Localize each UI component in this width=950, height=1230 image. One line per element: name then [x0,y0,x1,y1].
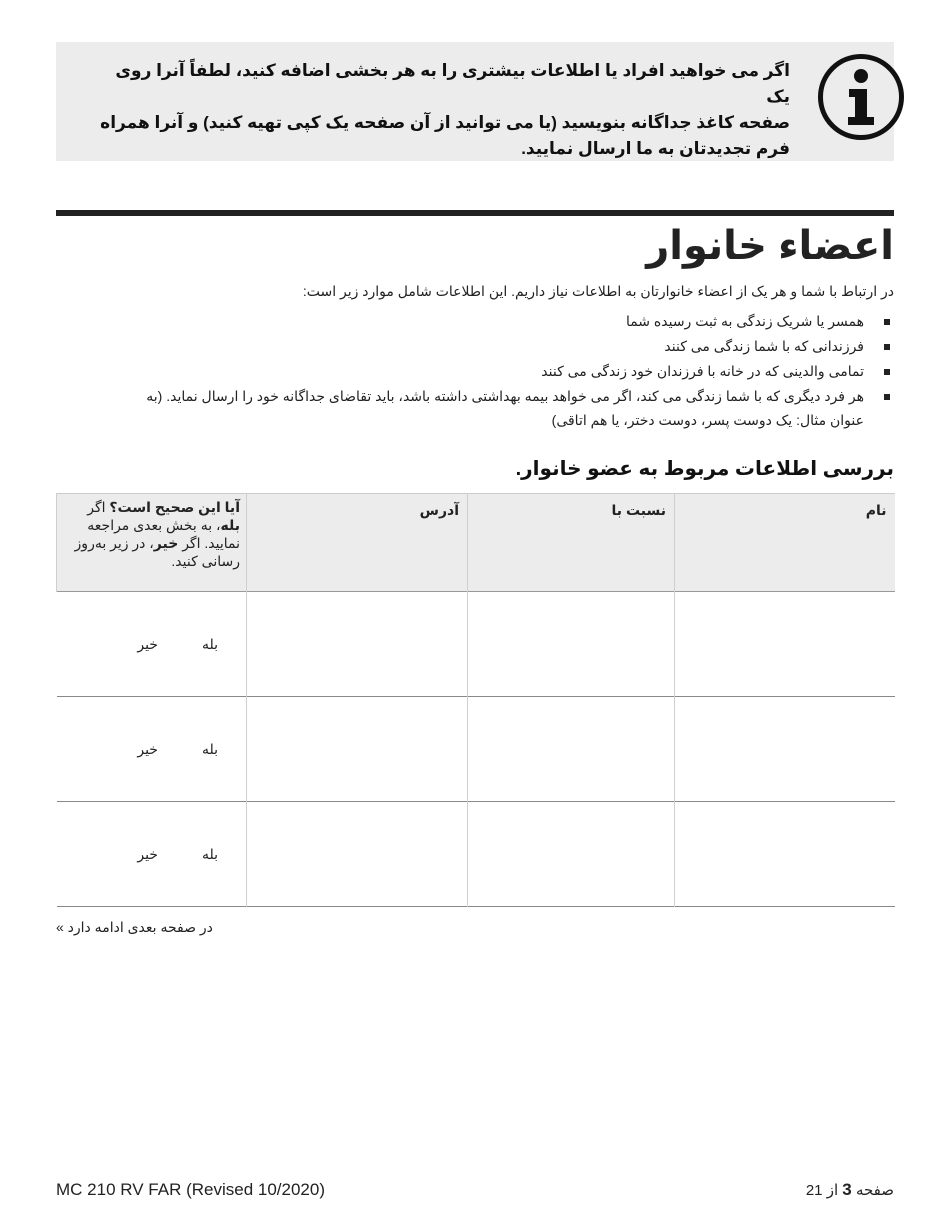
bullet-square-icon [884,369,890,375]
cell-address[interactable] [247,592,468,697]
header-relation: نسبت با [468,494,675,592]
cell-confirm [57,592,247,697]
table-row [57,592,895,697]
cell-address[interactable] [247,802,468,907]
cell-address[interactable] [247,697,468,802]
intro-text: در ارتباط با شما و هر یک از اعضاء خانوارتان به اطلاعات نیاز داریم. این اطلاعات شامل موارد زیر است: [302,283,894,299]
yes-option[interactable]: بله [201,740,218,757]
header-confirm: آیا این صحیح است؟ اگر بله، به بخش بعدی مراجعه نمایید. اگر خیر، در زیر به‌روز رسانی کنید. [57,494,247,592]
notice-line-2: صفحه کاغذ جداگانه بنویسید (یا می توانید از آن صفحه یک کپی تهیه کنید) و آنرا همراه [100,113,790,132]
yes-option[interactable]: بله [201,845,218,862]
cell-relation[interactable] [468,592,675,697]
notice-line-1: اگر می خواهید افراد یا اطلاعات بیشتری را به هر بخشی اضافه کنید، لطفاً آنرا روی یک [115,61,790,106]
bullet-square-icon [884,344,890,350]
page-number: صفحه 3 از 21 [805,1180,894,1199]
household-member-table [56,493,894,907]
form-id: MC 210 RV FAR (Revised 10/2020) [56,1180,325,1199]
member-types-list [56,309,894,432]
header-address: آدرس [247,494,468,592]
notice-text [100,58,790,162]
cell-confirm [57,697,247,802]
yes-option[interactable]: بله [201,635,218,652]
continued-note: در صفحه بعدی ادامه دارد » [56,919,213,935]
no-option[interactable]: خیر [137,635,158,652]
section-divider [56,210,894,216]
cell-name[interactable] [675,697,895,802]
info-icon [818,54,904,140]
bullet-square-icon [884,319,890,325]
no-option[interactable]: خیر [137,845,158,862]
bullet-square-icon [884,394,890,400]
table-row [57,697,895,802]
cell-name[interactable] [675,592,895,697]
table-row [57,802,895,907]
header-name: نام [675,494,895,592]
list-item: تمامی والدینی که در خانه با فرزندان خود زندگی می کنند [56,359,894,384]
cell-confirm [57,802,247,907]
info-notice [56,42,894,161]
table-header-row [57,494,895,592]
cell-relation[interactable] [468,697,675,802]
no-option[interactable]: خیر [137,740,158,757]
list-item: همسر یا شریک زندگی به ثبت رسیده شما [56,309,894,334]
cell-name[interactable] [675,802,895,907]
page-title: اعضاء خانوار [646,224,894,268]
section-title: بررسی اطلاعات مربوط به عضو خانوار. [515,458,894,480]
notice-line-3: فرم تجدیدتان به ما ارسال نمایید. [521,139,790,158]
list-item: فرزندانی که با شما زندگی می کنند [56,334,894,359]
list-item: هر فرد دیگری که با شما زندگی می کند، اگر می خواهد بیمه بهداشتی داشته باشد، باید تقاضای جداگانه خود را ارسال نماید. (به عنوان مثال: یک دوست پسر، دوست دختر، یا هم اتاقی) [134,384,894,432]
cell-relation[interactable] [468,802,675,907]
